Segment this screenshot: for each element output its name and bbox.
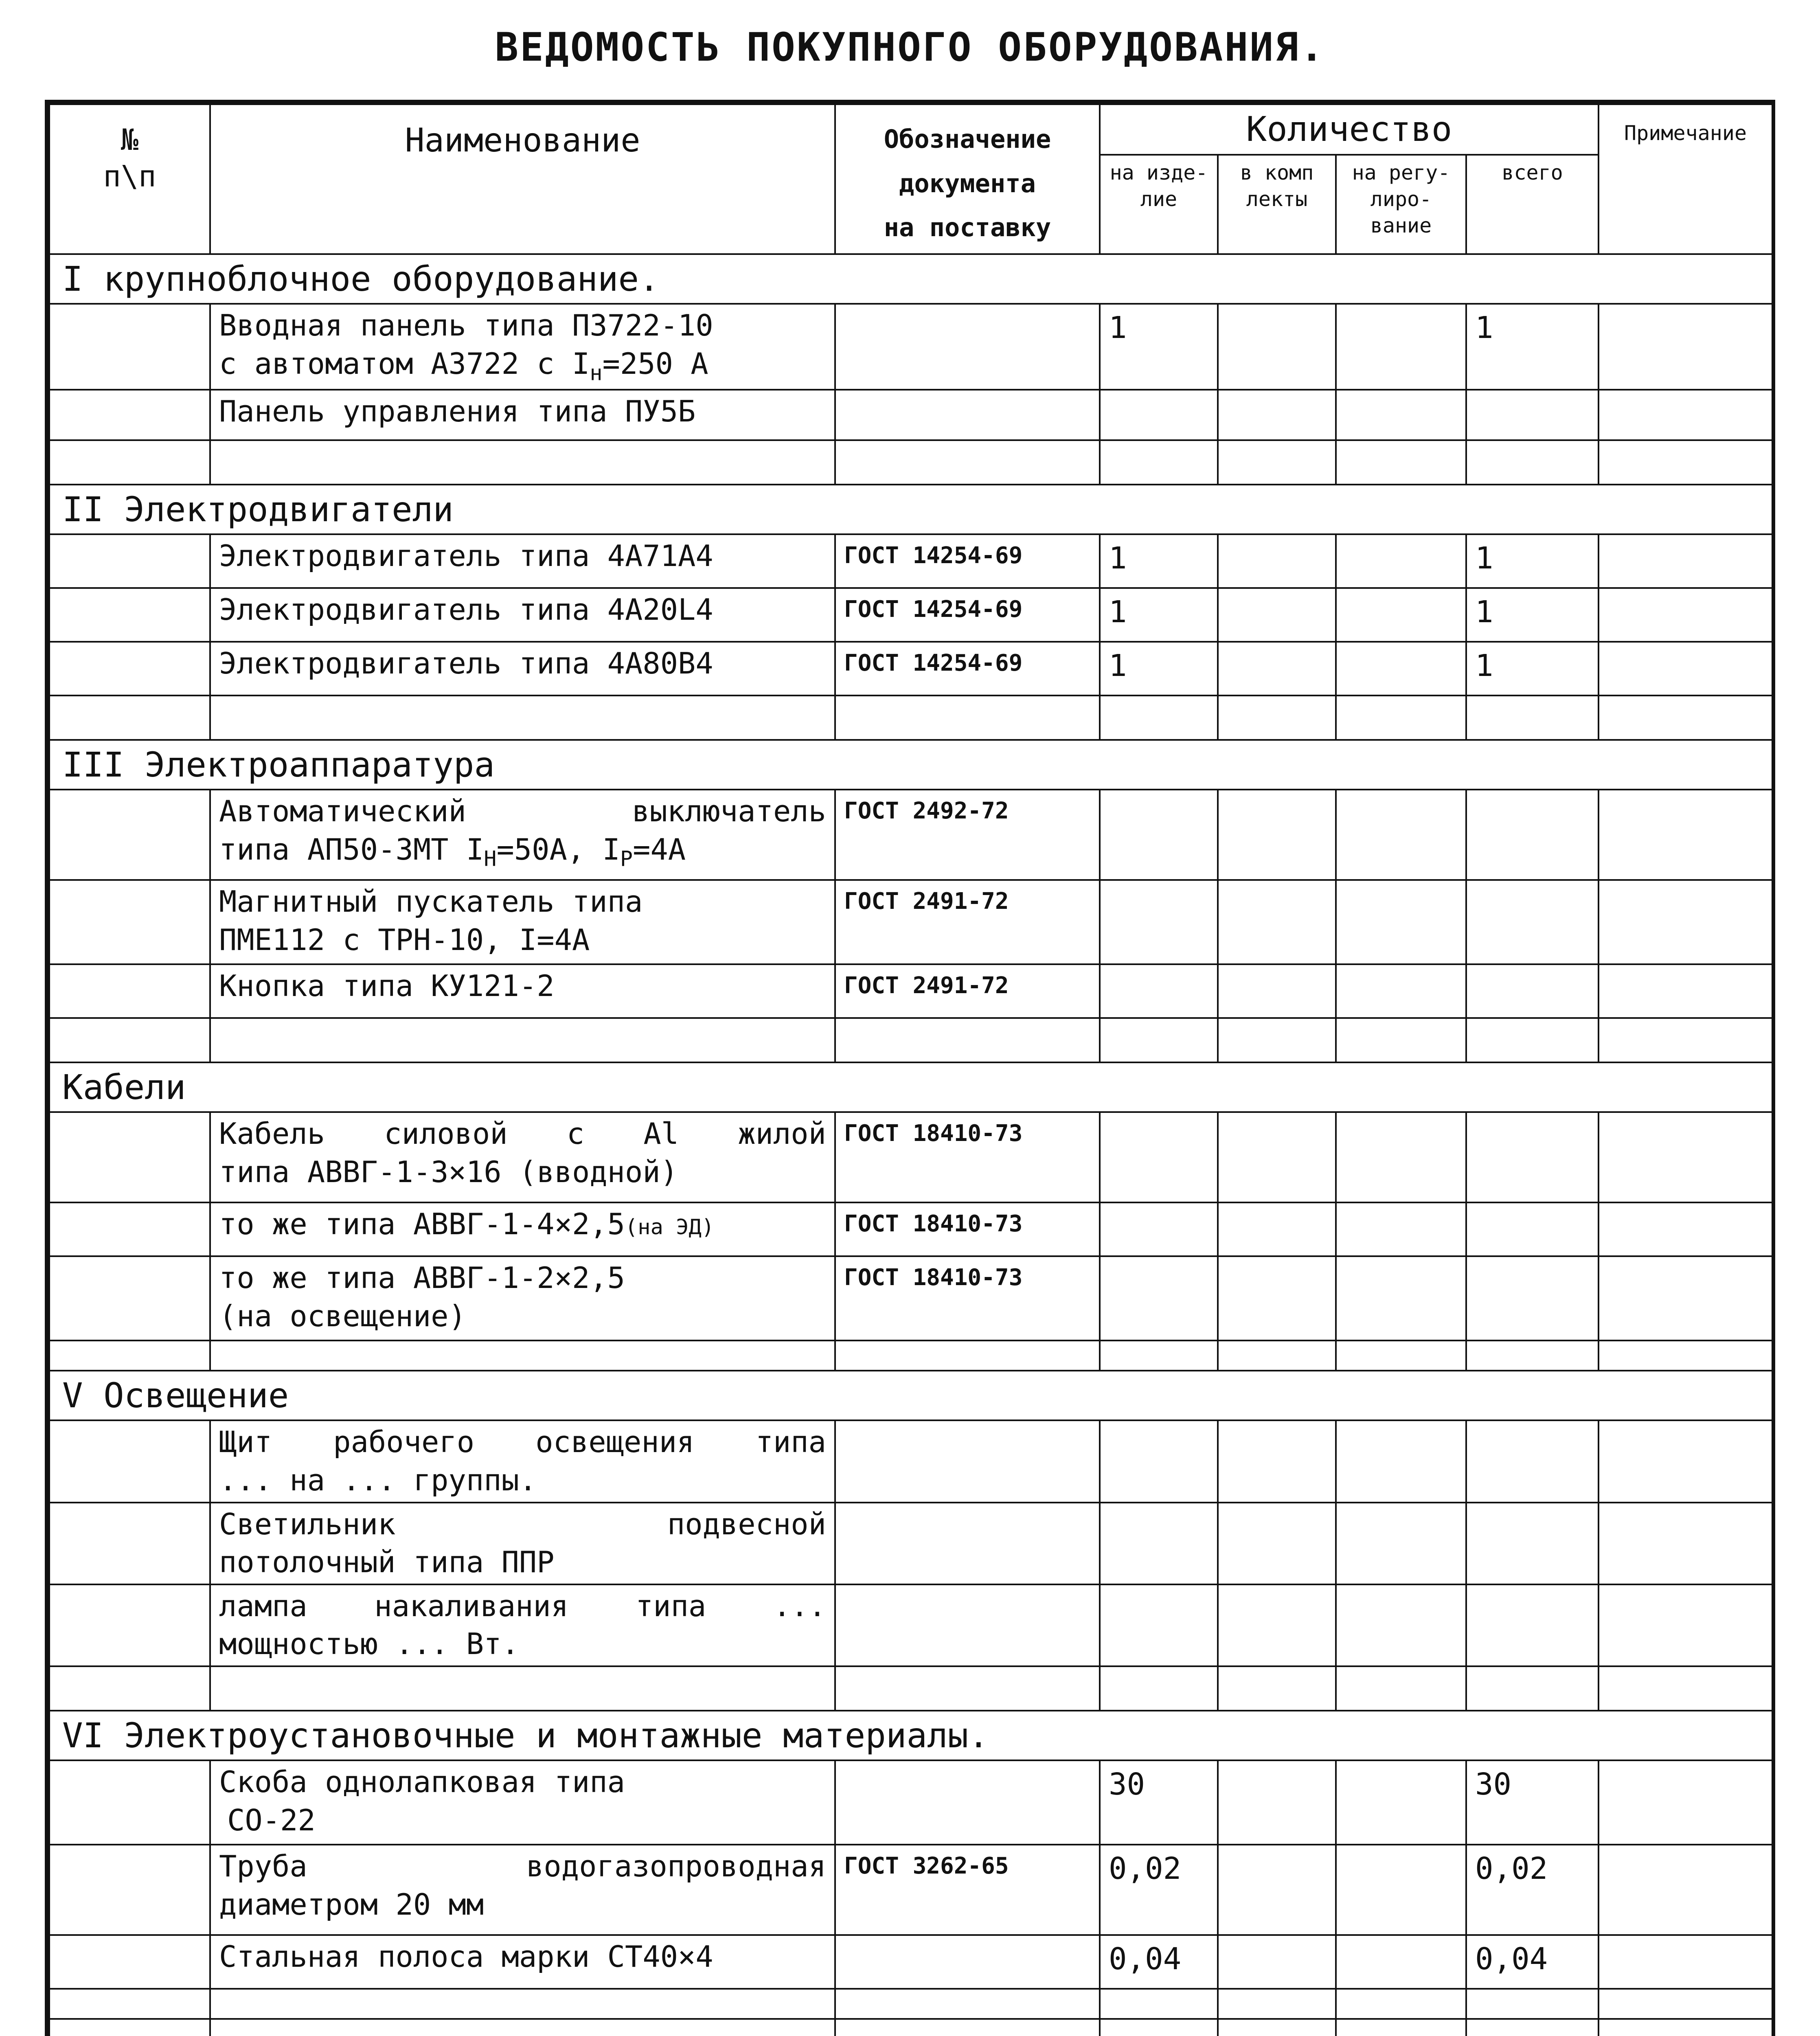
cell-qty-adjust: [1336, 880, 1466, 964]
cell-qty-item: [1100, 1112, 1218, 1202]
cell-qty-total: [1466, 1503, 1599, 1584]
cell-number: [49, 642, 210, 695]
cell-qty-kit: [1218, 642, 1336, 695]
name-line: Вводная панель типа П3722-10: [219, 308, 713, 342]
cell-qty-kit: [1218, 1503, 1336, 1584]
cell-name: [210, 1845, 835, 1935]
cell-qty-total: 1: [1466, 304, 1599, 390]
cell-note: [1599, 1935, 1772, 1989]
cell-qty-kit: [1218, 790, 1336, 880]
header-qty-adjust: на регу- лиро- вание: [1336, 155, 1466, 254]
table-row: [49, 1420, 1772, 1502]
section-row: [49, 1711, 1772, 1760]
name-line: диаметром 20 мм: [219, 1887, 484, 1922]
cell-qty-item: 0,02: [1100, 1845, 1218, 1935]
cell-qty-adjust: [1336, 1760, 1466, 1845]
header-document: [835, 104, 1100, 254]
cell-qty-item: 1: [1100, 304, 1218, 390]
cell-note: [1599, 790, 1772, 880]
cell-document: [835, 1503, 1100, 1584]
cell-qty-kit: [1218, 1845, 1336, 1935]
cell-qty-kit: [1218, 390, 1336, 440]
header-number-abbr: п\п: [103, 159, 156, 193]
header-document-line3: на поставку: [884, 213, 1051, 242]
cell-qty-item: 1: [1100, 534, 1218, 588]
cell-document: [835, 1935, 1100, 1989]
cell-note: [1599, 588, 1772, 642]
section-title: I крупноблочное оборудование.: [49, 254, 1772, 304]
cell-qty-total: [1466, 1256, 1599, 1341]
name-line: Труба водогазопроводная: [219, 1849, 826, 1883]
cell-qty-kit: [1218, 880, 1336, 964]
cell-qty-item: [1100, 390, 1218, 440]
name-line: мощностью ... Вт.: [219, 1627, 519, 1661]
cell-number: [49, 304, 210, 390]
cell-qty-item: [1100, 1584, 1218, 1666]
empty-row: [49, 1018, 1772, 1062]
cell-document: ГОСТ 14254-69: [835, 642, 1100, 695]
cell-document: ГОСТ 3262-65: [835, 1845, 1100, 1935]
cell-note: [1599, 1112, 1772, 1202]
cell-name: [210, 1420, 835, 1502]
name-text: =4А: [633, 832, 686, 867]
name-line: [219, 831, 826, 873]
cell-note: [1599, 1202, 1772, 1256]
cell-qty-adjust: [1336, 642, 1466, 695]
cell-qty-kit: [1218, 1935, 1336, 1989]
cell-qty-total: 0,04: [1466, 1935, 1599, 1989]
header-name: Наименование: [210, 104, 835, 254]
cell-qty-total: 30: [1466, 1760, 1599, 1845]
section-row: [49, 1371, 1772, 1420]
name-line: лампа накаливания типа ...: [219, 1588, 826, 1623]
section-title: Кабели: [49, 1062, 1772, 1112]
table-row: [49, 1760, 1772, 1845]
cell-qty-item: 1: [1100, 588, 1218, 642]
cell-qty-kit: [1218, 588, 1336, 642]
cell-number: [49, 1935, 210, 1989]
section-row: [49, 740, 1772, 790]
cell-note: [1599, 1584, 1772, 1666]
cell-name: Панель управления типа ПУ5Б: [210, 390, 835, 440]
cell-document: ГОСТ 14254-69: [835, 588, 1100, 642]
cell-qty-adjust: [1336, 1845, 1466, 1935]
cell-document: ГОСТ 18410-73: [835, 1256, 1100, 1341]
cell-qty-item: [1100, 1420, 1218, 1502]
cell-number: [49, 1584, 210, 1666]
page-title: ВЕДОМОСТЬ ПОКУПНОГО ОБОРУДОВАНИЯ.: [495, 24, 1325, 70]
name-line: Щит рабочего освещения типа: [219, 1425, 826, 1459]
section-row: [49, 485, 1772, 534]
cell-note: [1599, 1256, 1772, 1341]
cell-document: [835, 390, 1100, 440]
cell-qty-kit: [1218, 1584, 1336, 1666]
cell-note: [1599, 304, 1772, 390]
cell-qty-adjust: [1336, 1256, 1466, 1341]
cell-qty-item: [1100, 880, 1218, 964]
table-row: [49, 390, 1772, 440]
header-qty-total: всего: [1466, 155, 1599, 254]
header-number: [49, 104, 210, 254]
cell-qty-adjust: [1336, 1112, 1466, 1202]
cell-qty-total: [1466, 790, 1599, 880]
cell-number: [49, 1760, 210, 1845]
cell-name: Кнопка типа КУ121-2: [210, 964, 835, 1018]
cell-note: [1599, 880, 1772, 964]
cell-name: [210, 790, 835, 880]
table-row: [49, 880, 1772, 964]
cell-document: ГОСТ 18410-73: [835, 1112, 1100, 1202]
cell-name: [210, 1584, 835, 1666]
cell-name: [210, 1760, 835, 1845]
cell-qty-adjust: [1336, 1420, 1466, 1502]
cell-name: Электродвигатель типа 4А20L4: [210, 588, 835, 642]
cell-number: [49, 1503, 210, 1584]
equipment-table: [48, 103, 1773, 2036]
section-row: [49, 254, 1772, 304]
cell-note: [1599, 534, 1772, 588]
cell-document: [835, 1760, 1100, 1845]
cell-name: [210, 304, 835, 390]
name-text: то же типа АВВГ-1-4×2,5: [219, 1207, 625, 1242]
header-document-line2: документа: [899, 168, 1036, 198]
cell-qty-total: [1466, 1584, 1599, 1666]
cell-name: [210, 1202, 835, 1256]
table-row: [49, 1202, 1772, 1256]
name-line: Магнитный пускатель типа: [219, 884, 643, 919]
cell-qty-item: 1: [1100, 642, 1218, 695]
table-row: [49, 304, 1772, 390]
section-title: V Освещение: [49, 1371, 1772, 1420]
cell-qty-total: [1466, 1202, 1599, 1256]
header-document-line1: Обозначение: [884, 124, 1051, 154]
equipment-table-frame: [45, 100, 1775, 2036]
table-row: [49, 1845, 1772, 1935]
section-row: [49, 1062, 1772, 1112]
cell-qty-item: [1100, 1503, 1218, 1584]
empty-row: [49, 1666, 1772, 1711]
cell-qty-item: [1100, 1202, 1218, 1256]
name-text: =250 А: [602, 346, 708, 381]
table-row: [49, 1584, 1772, 1666]
cell-qty-adjust: [1336, 964, 1466, 1018]
table-row: [49, 1256, 1772, 1341]
empty-row: [49, 1341, 1772, 1371]
name-line: типа АВВГ-1-3×16 (вводной): [219, 1154, 678, 1189]
header-note: Примечание: [1599, 104, 1772, 254]
cell-qty-item: [1100, 1256, 1218, 1341]
cell-qty-total: [1466, 1420, 1599, 1502]
name-line: ... на ... группы.: [219, 1463, 537, 1497]
table-row: [49, 1935, 1772, 1989]
cell-number: [49, 790, 210, 880]
cell-qty-total: [1466, 1112, 1599, 1202]
cell-note: [1599, 1420, 1772, 1502]
cell-document: ГОСТ 2492-72: [835, 790, 1100, 880]
cell-qty-item: 30: [1100, 1760, 1218, 1845]
cell-document: [835, 1584, 1100, 1666]
name-line: Кабель силовой с Al жилой: [219, 1117, 826, 1151]
cell-document: ГОСТ 2491-72: [835, 964, 1100, 1018]
cell-number: [49, 390, 210, 440]
cell-qty-total: 0,02: [1466, 1845, 1599, 1935]
cell-qty-adjust: [1336, 1584, 1466, 1666]
table-row: [49, 1112, 1772, 1202]
cell-number: [49, 1845, 210, 1935]
cell-number: [49, 1256, 210, 1341]
empty-row: [49, 1989, 1772, 2019]
cell-number: [49, 1202, 210, 1256]
cell-name: [210, 1112, 835, 1202]
table-row: [49, 790, 1772, 880]
cell-note: [1599, 1760, 1772, 1845]
cell-qty-total: [1466, 964, 1599, 1018]
table-row: [49, 534, 1772, 588]
cell-qty-total: 1: [1466, 642, 1599, 695]
header-qty-item: на изде- лие: [1100, 155, 1218, 254]
name-line: потолочный типа ППР: [219, 1545, 555, 1580]
cell-document: ГОСТ 14254-69: [835, 534, 1100, 588]
cell-number: [49, 1420, 210, 1502]
cell-qty-adjust: [1336, 790, 1466, 880]
cell-qty-total: 1: [1466, 588, 1599, 642]
name-line: СО-22: [227, 1803, 316, 1837]
cell-qty-kit: [1218, 1256, 1336, 1341]
name-text: =50А, I: [496, 832, 620, 867]
cell-qty-kit: [1218, 1112, 1336, 1202]
cell-number: [49, 964, 210, 1018]
cell-qty-item: [1100, 790, 1218, 880]
cell-number: [49, 1112, 210, 1202]
cell-qty-total: 1: [1466, 534, 1599, 588]
cell-number: [49, 588, 210, 642]
cell-qty-kit: [1218, 1760, 1336, 1845]
cell-qty-kit: [1218, 534, 1336, 588]
table-row: [49, 1503, 1772, 1584]
name-line: то же типа АВВГ-1-2×2,5: [219, 1261, 625, 1295]
table-header-row: [49, 104, 1772, 155]
cell-note: [1599, 1503, 1772, 1584]
cell-name: Электродвигатель типа 4А80В4: [210, 642, 835, 695]
cell-qty-kit: [1218, 1202, 1336, 1256]
cell-qty-total: [1466, 390, 1599, 440]
cell-qty-total: [1466, 880, 1599, 964]
cell-name: [210, 1503, 835, 1584]
cell-note: [1599, 964, 1772, 1018]
cell-qty-kit: [1218, 1420, 1336, 1502]
cell-number: [49, 534, 210, 588]
name-text: с автоматом А3722 с I: [219, 346, 590, 381]
name-subscript: н: [590, 360, 603, 385]
cell-qty-adjust: [1336, 1202, 1466, 1256]
section-title: VI Электроустановочные и монтажные материалы.: [49, 1711, 1772, 1760]
cell-qty-kit: [1218, 964, 1336, 1018]
cell-note: [1599, 1845, 1772, 1935]
empty-row: [49, 2019, 1772, 2036]
cell-document: ГОСТ 18410-73: [835, 1202, 1100, 1256]
cell-note: [1599, 642, 1772, 695]
name-subscript: Н: [484, 847, 497, 871]
table-row: [49, 642, 1772, 695]
name-text: типа АП50-3МТ I: [219, 832, 484, 867]
name-line: Автоматический выключатель: [219, 794, 826, 829]
cell-qty-adjust: [1336, 1935, 1466, 1989]
cell-name: Стальная полоса марки СТ40×4: [210, 1935, 835, 1989]
header-qty-kit: в комп лекты: [1218, 155, 1336, 254]
table-row: [49, 964, 1772, 1018]
cell-name: [210, 880, 835, 964]
cell-number: [49, 880, 210, 964]
section-title: II Электродвигатели: [49, 485, 1772, 534]
cell-qty-adjust: [1336, 534, 1466, 588]
cell-document: [835, 304, 1100, 390]
cell-note: [1599, 390, 1772, 440]
header-quantity: Количество: [1100, 104, 1599, 155]
name-subscript: Р: [620, 847, 633, 871]
empty-row: [49, 440, 1772, 485]
cell-name: [210, 1256, 835, 1341]
cell-qty-adjust: [1336, 304, 1466, 390]
cell-qty-adjust: [1336, 390, 1466, 440]
name-note: (на ЭД): [625, 1215, 715, 1240]
cell-document: [835, 1420, 1100, 1502]
name-line: Скоба однолапковая типа: [219, 1764, 625, 1799]
name-line: (на освещение): [219, 1299, 466, 1333]
name-line: [219, 345, 826, 387]
table-row: [49, 588, 1772, 642]
cell-document: ГОСТ 2491-72: [835, 880, 1100, 964]
cell-qty-item: [1100, 964, 1218, 1018]
name-line: ПМЕ112 с ТРН-10, I=4А: [219, 922, 590, 957]
header-number-sign: №: [121, 123, 139, 157]
cell-qty-kit: [1218, 304, 1336, 390]
cell-qty-adjust: [1336, 1503, 1466, 1584]
cell-name: Электродвигатель типа 4А71А4: [210, 534, 835, 588]
cell-qty-item: 0,04: [1100, 1935, 1218, 1989]
empty-row: [49, 695, 1772, 740]
cell-qty-adjust: [1336, 588, 1466, 642]
section-title: III Электроаппаратура: [49, 740, 1772, 790]
name-line: Светильник подвесной: [219, 1507, 826, 1541]
